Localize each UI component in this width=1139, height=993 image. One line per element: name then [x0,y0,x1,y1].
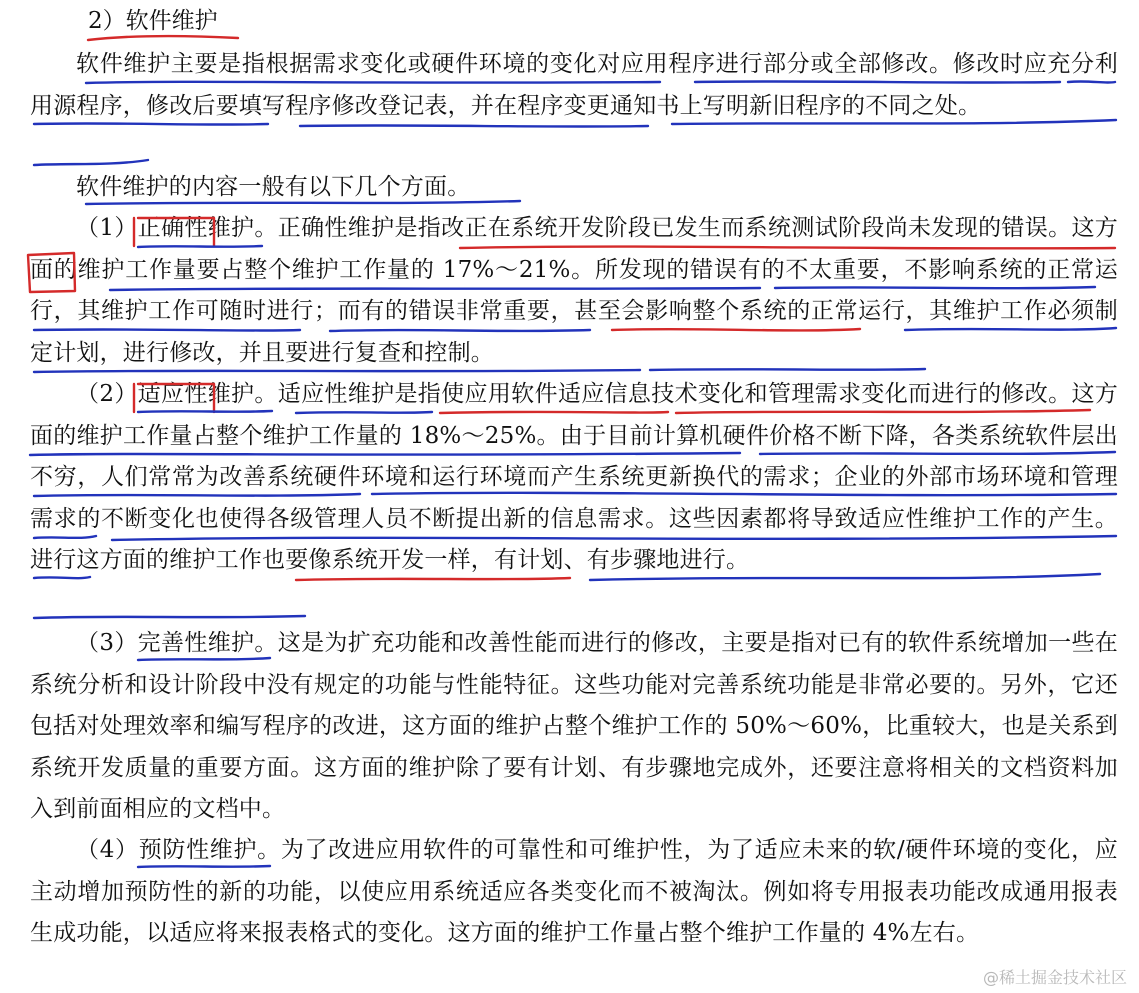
paragraph-corrective-maintenance: （1）正确性维护。正确性维护是指改正在系统开发阶段已发生而系统测试阶段尚未发现的错误。这方面的维护工作量要占整个维护工作量的 17%～21%。所发现的错误有的不太重要，不影响系统的正常运行，其维护工作可随时进行；而有的错误非常重要，甚至会影响整个系统的正常运行，其维护工作必须制定计划，进行修改，并且要进行复查和控制。 [30,215,1118,366]
paragraph-perfective-maintenance: （3）完善性维护。这是为扩充功能和改善性能而进行的修改，主要是指对已有的软件系统增加一些在系统分析和设计阶段中没有规定的功能与性能特征。这些功能对完善系统功能是非常必要的。另外，它还包括对处理效率和编写程序的改进，这方面的维护占整个维护工作的 50%～60%，比重较大，也是关系到系统开发质量的重要方面。这方面的维护除了要有计划、有步骤地完成外，还要注意将相关的文档资料加入到前面相应的文档中。 [30,630,1118,822]
section-heading: 2）软件维护 [88,8,218,34]
paragraph-adaptive-maintenance: （2）适应性维护。适应性维护是指使应用软件适应信息技术变化和管理需求变化而进行的修改。这方面的维护工作量占整个维护工作量的 18%～25%。由于目前计算机硬件价格不断下降，各类系统软件层出不穷，人们常常为改善系统硬件环境和运行环境而产生系统更新换代的需求；企业的外部市场环境和管理需求的不断变化也使得各级管理人员不断提出新的信息需求。这些因素都将导致适应性维护工作的产生。进行这方面的维护工作也要像系统开发一样，有计划、有步骤地进行。 [30,381,1118,573]
underline-item2-line6 [34,616,305,618]
watermark-label: @稀土掘金技术社区 [981,965,1129,988]
underline-heading [88,36,238,40]
underline-intro-7 [34,160,148,165]
paragraph-list-intro: 软件维护的内容一般有以下几个方面。 [76,174,471,200]
page-bottom-crop [0,984,1139,993]
paragraph-preventive-maintenance: （4）预防性维护。为了改进应用软件的可靠性和可维护性，为了适应未来的软/硬件环境的变化，应主动增加预防性的新的功能，以使应用系统适应各类变化而不被淘汰。例如将专用报表功能改成通用报表生成功能，以适应将来报表格式的变化。这方面的维护工作量占整个维护工作量的 4%左右。 [30,837,1118,946]
paragraph-intro: 软件维护主要是指根据需求变化或硬件环境的变化对应用程序进行部分或全部修改。修改时应充分利用源程序，修改后要填写程序修改登记表，并在程序变更通知书上写明新旧程序的不同之处。 [30,51,1118,119]
